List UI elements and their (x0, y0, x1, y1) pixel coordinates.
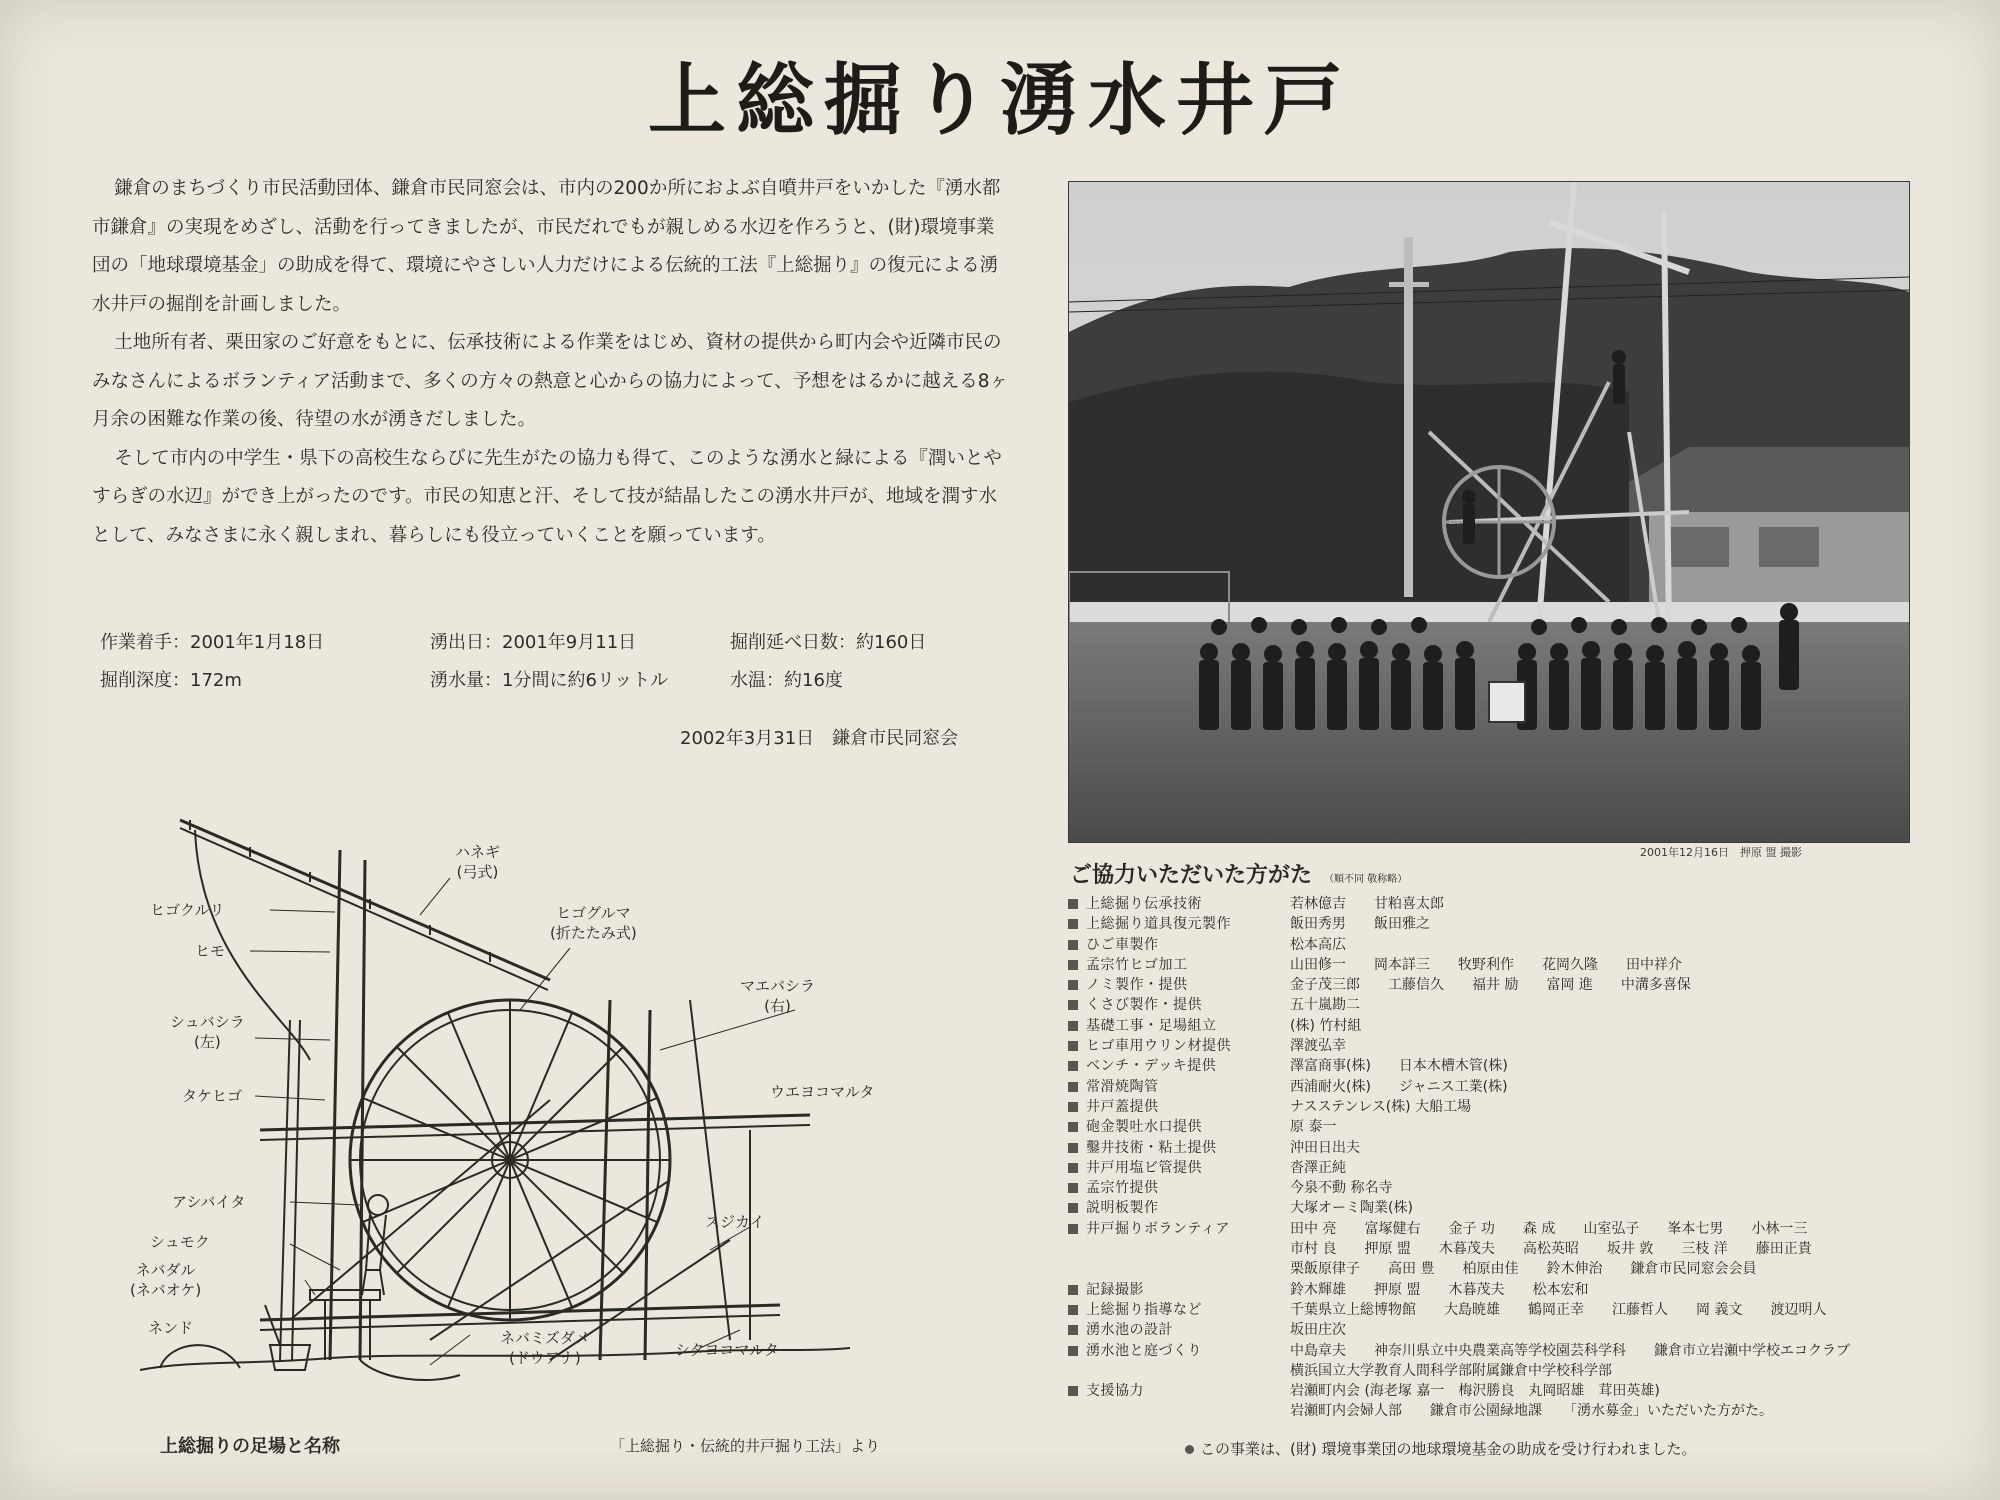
contributor-names: 栗飯原律子 高田 豊 柏原由佳 鈴木伸治 鎌倉市民同窓会会員 (1290, 1261, 1757, 1278)
contributor-row (1068, 1158, 1948, 1178)
contributor-names: 飯田秀男 飯田雅之 (1290, 916, 1430, 933)
contributor-row (1068, 1280, 1948, 1300)
contributor-row (1068, 1117, 1948, 1137)
contributor-names: 今泉不動 称名寺 (1290, 1180, 1393, 1197)
bullet-icon (1068, 1102, 1078, 1112)
contributor-row (1068, 935, 1948, 955)
bullet-icon (1068, 980, 1078, 990)
contributor-role: 基礎工事・足場組立 (1086, 1017, 1217, 1034)
contributor-role: 井戸掘りボランティア (1086, 1220, 1230, 1237)
fact-start: 作業着手：2001年1月18日 (100, 632, 325, 653)
contributor-role: 記録撮影 (1086, 1281, 1144, 1298)
label-maebashira: マエバシラ (右) (740, 977, 816, 1015)
contributor-role: 上総掘り道具復元製作 (1086, 916, 1231, 933)
contributor-names: 鈴木輝雄 押原 盟 木暮茂夫 松本宏和 (1290, 1281, 1589, 1298)
contributor-role: 鑿井技術・粘土提供 (1086, 1139, 1217, 1156)
fact-depth: 掘削深度：172m (100, 670, 242, 691)
dateline: 2002年3月31日 鎌倉市民同窓会 (680, 728, 959, 749)
contributor-role: 砲金製吐水口提供 (1086, 1119, 1202, 1136)
bullet-icon (1068, 1325, 1078, 1335)
bullet-icon (1068, 1285, 1078, 1295)
contributor-role: 常滑焼陶管 (1086, 1078, 1159, 1095)
contributor-role: 上総掘り伝承技術 (1086, 896, 1202, 912)
label-himo: ヒモ (195, 942, 226, 960)
bullet-icon (1068, 1143, 1078, 1153)
contributor-names: 岩瀬町内会 (海老塚 嘉一 梅沢勝良 丸岡昭雄 茸田英雄) (1290, 1383, 1660, 1400)
contributors-note: （順不同 敬称略） (1324, 874, 1408, 885)
bullet-icon (1068, 1082, 1078, 1092)
fact-temp: 水温：約16度 (730, 670, 843, 691)
contributor-role: ヒゴ車用ウリン材提供 (1086, 1038, 1231, 1055)
facts-table (100, 628, 1000, 704)
funding-footnote (1185, 1438, 1696, 1459)
contributor-row (1068, 1361, 1948, 1381)
bullet-icon (1068, 1224, 1078, 1234)
bullet-icon (1068, 1061, 1078, 1071)
bullet-icon (1068, 899, 1078, 909)
contributor-row (1068, 1036, 1948, 1056)
label-takehigo: タケヒゴ (182, 1087, 243, 1105)
fact-outflow: 湧出日：2001年9月11日 (430, 632, 637, 653)
contributor-names: ナスステンレス(株) 大船工場 (1290, 1098, 1472, 1115)
contributors-heading-text: ご協力いただいた方がた (1070, 863, 1313, 888)
photo-caption: 2001年12月16日 押原 盟 撮影 (1640, 846, 1802, 859)
contributor-row (1068, 1259, 1948, 1279)
contributor-names: 市村 良 押原 盟 木暮茂夫 高松英昭 坂井 敦 三枝 洋 藤田正貴 (1290, 1241, 1812, 1258)
bullet-icon (1068, 1183, 1078, 1193)
label-ueyokomaruta: ウエヨコマルタ (770, 1083, 875, 1101)
contributor-names: 大塚オーミ陶業(株) (1290, 1200, 1413, 1217)
contributor-names: 澤富商事(株) 日本木槽木管(株) (1290, 1058, 1508, 1075)
contributor-names: 五十嵐勘二 (1290, 997, 1360, 1014)
label-nebadaru: ネバダル (ネバオケ) (130, 1261, 202, 1299)
fact-volume: 湧水量：1分間に約6リットル (430, 670, 669, 691)
contributor-role: ひご車製作 (1086, 936, 1159, 953)
contributor-row (1068, 955, 1948, 975)
contributor-role: 湧水池の設計 (1086, 1322, 1173, 1339)
contributor-names: 松本高広 (1290, 936, 1346, 953)
bullet-icon (1068, 1346, 1078, 1356)
contributor-row (1068, 1300, 1948, 1320)
contributor-row (1068, 1239, 1948, 1259)
contributor-names: 田中 亮 富塚健右 金子 功 森 成 山室弘子 峯本七男 小林一三 (1290, 1220, 1808, 1237)
contributor-row (1068, 975, 1948, 995)
contributors-list (1068, 894, 1948, 1422)
contributor-row (1068, 1138, 1948, 1158)
contributor-role: 説明板製作 (1086, 1200, 1159, 1217)
contributor-role: ベンチ・デッキ提供 (1086, 1058, 1217, 1075)
contributor-role: くさび製作・提供 (1086, 997, 1202, 1014)
contributor-row (1068, 894, 1948, 914)
label-higoguruma: ヒゴグルマ (折たたみ式) (550, 904, 637, 942)
bullet-icon (1068, 940, 1078, 950)
intro-paragraph: そして市内の中学生・県下の高校生ならびに先生がたの協力も得て、このような湧水と緑による『潤いとやすらぎの水辺』ができ上がったのです。市民の知恵と汗、そして技が結晶したこの湧水井戸が、地域を潤す水として、みなさまに永く親しまれ、暮らしにも役立っていくことを願っています。 (92, 447, 1002, 546)
contributor-row (1068, 1056, 1948, 1076)
contributor-names: 岩瀬町内会婦人部 鎌倉市公園緑地課 「湧水募金」いただいた方がた。 (1290, 1403, 1773, 1420)
group-photo (1068, 181, 1910, 843)
label-shumoku: シュモク (150, 1233, 210, 1251)
contributor-role: 湧水池と庭づくり (1086, 1342, 1202, 1359)
bullet-icon (1068, 1386, 1078, 1396)
contributor-names: 澤渡弘幸 (1290, 1038, 1346, 1055)
contributor-role: 井戸蓋提供 (1086, 1098, 1159, 1115)
label-shitayokomaruta: シタヨコマルタ (675, 1341, 779, 1359)
contributor-row (1068, 914, 1948, 934)
contributor-row (1068, 1077, 1948, 1097)
contributor-names: 山田修一 岡本詳三 牧野利作 花岡久隆 田中祥介 (1290, 956, 1682, 973)
contributor-row (1068, 1016, 1948, 1036)
contributors-heading (1070, 858, 1407, 889)
label-shubashira: シュバシラ (左) (170, 1013, 245, 1051)
bullet-icon (1068, 1041, 1078, 1051)
page-title: 上総掘り湧水井戸 (647, 55, 1352, 146)
contributor-role: 孟宗竹ヒゴ加工 (1086, 956, 1188, 973)
contributor-names: 千葉県立上総博物館 大島暁雄 鶴岡正幸 江藤哲人 岡 義文 渡辺明人 (1290, 1301, 1827, 1318)
diagram-source: 「上総掘り・伝統的井戸掘り工法」より (610, 1437, 881, 1455)
contributor-names: 金子茂三郎 工藤信久 福井 励 富岡 進 中溝多喜保 (1290, 977, 1691, 994)
label-sujikai: スジカイ (705, 1213, 765, 1231)
bullet-icon (1068, 1000, 1078, 1010)
photo-image (1069, 182, 1909, 842)
contributor-row (1068, 1341, 1948, 1361)
contributor-names: (株) 竹村組 (1290, 1017, 1362, 1034)
contributor-row (1068, 1381, 1948, 1401)
bullet-icon (1185, 1445, 1194, 1454)
contributor-names: 中島章夫 神奈川県立中央農業高等学校園芸科学科 鎌倉市立岩瀬中学校エコクラブ (1290, 1342, 1850, 1359)
contributor-row (1068, 995, 1948, 1015)
bullet-icon (1068, 1021, 1078, 1031)
scaffold-drawing (130, 800, 930, 1420)
intro-paragraph: 土地所有者、栗田家のご好意をもとに、伝承技術による作業をはじめ、資材の提供から町内会や近隣市民のみなさんによるボランティア活動まで、多くの方々の熱意と心からの協力によって、予想をはるかに越える8ヶ月余の困難な作業の後、待望の水が湧きだしました。 (92, 332, 1009, 430)
contributor-names: 横浜国立大学教育人間科学部附属鎌倉中学校科学部 (1290, 1362, 1612, 1379)
fact-days: 掘削延べ日数：約160日 (730, 632, 927, 653)
bullet-icon (1068, 1122, 1078, 1132)
funding-text: この事業は、(財) 環境事業団の地球環境基金の助成を受け行われました。 (1200, 1440, 1697, 1458)
contributor-role: 孟宗竹提供 (1086, 1180, 1159, 1197)
contributor-names: 坂田庄次 (1290, 1322, 1346, 1339)
label-ashibaita: アシバイタ (172, 1193, 246, 1211)
contributor-role: ノミ製作・提供 (1086, 977, 1188, 994)
contributor-row (1068, 1320, 1948, 1340)
intro-text (92, 170, 1012, 555)
contributor-names: 沖田日出夫 (1290, 1139, 1360, 1156)
contributor-row (1068, 1198, 1948, 1218)
contributor-names: 原 泰一 (1290, 1119, 1337, 1136)
contributor-row (1068, 1401, 1948, 1421)
contributor-role: 上総掘り指導など (1086, 1301, 1202, 1318)
intro-paragraph: 鎌倉のまちづくり市民活動団体、鎌倉市民同窓会は、市内の200か所におよぶ自噴井戸をいかした『湧水都市鎌倉』の実現をめざし、活動を行ってきましたが、市民だれでもが親しめる水辺を作ろうと、(財)環境事業団の「地球環境基金」の助成を得て、環境にやさしい人力だけによる伝統的工法『上総掘り』の復元による湧水井戸の掘削を計画しました。 (92, 178, 1001, 315)
label-hanegi: ハネギ (弓式) (455, 843, 501, 881)
diagram-title: 上総掘りの足場と名称 (160, 1436, 340, 1457)
bullet-icon (1068, 960, 1078, 970)
contributor-row (1068, 1097, 1948, 1117)
contributor-row (1068, 1219, 1948, 1239)
label-nendo: ネンド (148, 1319, 194, 1337)
contributor-role: 井戸用塩ビ管提供 (1086, 1159, 1202, 1176)
bullet-icon (1068, 1163, 1078, 1173)
contributor-names: 沓澤正純 (1290, 1159, 1346, 1176)
bullet-icon (1068, 1203, 1078, 1213)
contributor-names: 西浦耐火(株) ジャニス工業(株) (1290, 1078, 1508, 1095)
label-higokururi: ヒゴクルリ (150, 901, 225, 919)
contributor-role: 支援協力 (1086, 1383, 1144, 1400)
bullet-icon (1068, 919, 1078, 929)
label-nebamizudame: ネバミズダメ (ドウアナ) (500, 1329, 590, 1367)
contributor-names: 若林億吉 甘粕喜太郎 (1290, 896, 1444, 912)
contributor-row (1068, 1178, 1948, 1198)
bullet-icon (1068, 1305, 1078, 1315)
scaffold-diagram (130, 800, 930, 1420)
